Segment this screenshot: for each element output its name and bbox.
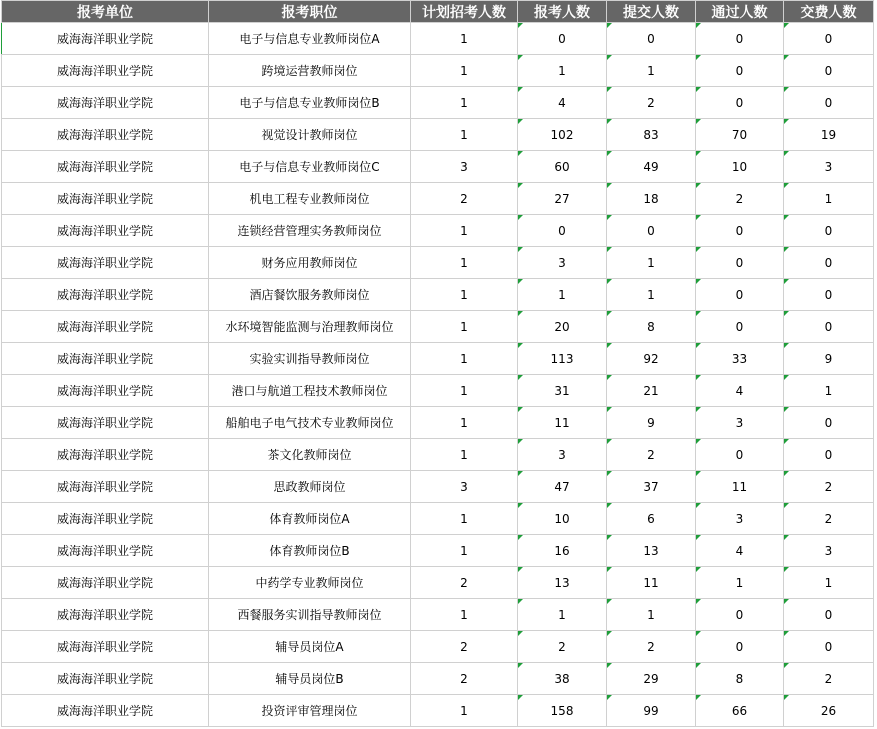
cell-submitted[interactable]: 13 <box>607 535 696 567</box>
cell-position[interactable]: 思政教师岗位 <box>209 471 411 503</box>
header-plan: 计划招考人数 <box>411 1 518 23</box>
cell-applied[interactable]: 38 <box>518 663 607 695</box>
cell-passed[interactable]: 0 <box>696 23 784 55</box>
cell-position[interactable]: 水环境智能监测与治理教师岗位 <box>209 311 411 343</box>
cell-unit[interactable]: 威海海洋职业学院 <box>2 439 209 471</box>
cell-plan[interactable]: 2 <box>411 183 518 215</box>
cell-submitted[interactable]: 1 <box>607 279 696 311</box>
cell-position[interactable]: 视觉设计教师岗位 <box>209 119 411 151</box>
cell-unit[interactable]: 威海海洋职业学院 <box>2 599 209 631</box>
cell-position[interactable]: 西餐服务实训指导教师岗位 <box>209 599 411 631</box>
cell-passed[interactable]: 4 <box>696 535 784 567</box>
cell-paid[interactable]: 0 <box>784 87 874 119</box>
cell-position[interactable]: 连锁经营管理实务教师岗位 <box>209 215 411 247</box>
cell-position[interactable]: 辅导员岗位A <box>209 631 411 663</box>
cell-paid[interactable]: 2 <box>784 471 874 503</box>
table-row <box>2 695 874 727</box>
cell-position[interactable]: 电子与信息专业教师岗位C <box>209 151 411 183</box>
cell-applied[interactable]: 27 <box>518 183 607 215</box>
cell-unit[interactable]: 威海海洋职业学院 <box>2 183 209 215</box>
cell-unit[interactable]: 威海海洋职业学院 <box>2 631 209 663</box>
cell-submitted[interactable]: 83 <box>607 119 696 151</box>
recruitment-table <box>1 0 874 727</box>
cell-paid[interactable]: 0 <box>784 407 874 439</box>
cell-submitted[interactable]: 0 <box>607 215 696 247</box>
cell-applied[interactable]: 20 <box>518 311 607 343</box>
cell-passed[interactable]: 2 <box>696 183 784 215</box>
cell-unit[interactable]: 威海海洋职业学院 <box>2 663 209 695</box>
cell-submitted[interactable]: 29 <box>607 663 696 695</box>
cell-plan[interactable]: 1 <box>411 343 518 375</box>
cell-plan[interactable]: 2 <box>411 663 518 695</box>
cell-applied[interactable]: 10 <box>518 503 607 535</box>
cell-plan[interactable]: 1 <box>411 503 518 535</box>
cell-submitted[interactable]: 49 <box>607 151 696 183</box>
cell-passed[interactable]: 33 <box>696 343 784 375</box>
cell-plan[interactable]: 1 <box>411 599 518 631</box>
cell-unit[interactable]: 威海海洋职业学院 <box>2 343 209 375</box>
cell-paid[interactable]: 19 <box>784 119 874 151</box>
cell-submitted[interactable]: 2 <box>607 87 696 119</box>
cell-position[interactable]: 港口与航道工程技术教师岗位 <box>209 375 411 407</box>
cell-paid[interactable]: 0 <box>784 215 874 247</box>
table-row <box>2 183 874 215</box>
table-row <box>2 247 874 279</box>
table-row <box>2 215 874 247</box>
cell-applied[interactable]: 47 <box>518 471 607 503</box>
cell-paid[interactable]: 3 <box>784 535 874 567</box>
cell-passed[interactable]: 1 <box>696 567 784 599</box>
cell-paid[interactable]: 0 <box>784 599 874 631</box>
cell-position[interactable]: 投资评审管理岗位 <box>209 695 411 727</box>
cell-submitted[interactable]: 8 <box>607 311 696 343</box>
cell-plan[interactable]: 1 <box>411 247 518 279</box>
cell-paid[interactable]: 0 <box>784 631 874 663</box>
cell-passed[interactable]: 11 <box>696 471 784 503</box>
cell-applied[interactable]: 11 <box>518 407 607 439</box>
cell-submitted[interactable]: 1 <box>607 599 696 631</box>
cell-plan[interactable]: 1 <box>411 279 518 311</box>
cell-plan[interactable]: 2 <box>411 567 518 599</box>
table-row <box>2 87 874 119</box>
cell-submitted[interactable]: 1 <box>607 55 696 87</box>
cell-passed[interactable]: 10 <box>696 151 784 183</box>
table-row <box>2 663 874 695</box>
cell-position[interactable]: 船舶电子电气技术专业教师岗位 <box>209 407 411 439</box>
cell-unit[interactable]: 威海海洋职业学院 <box>2 375 209 407</box>
table-row <box>2 439 874 471</box>
cell-paid[interactable]: 1 <box>784 567 874 599</box>
cell-passed[interactable]: 0 <box>696 311 784 343</box>
header-position: 报考职位 <box>209 1 411 23</box>
cell-plan[interactable]: 1 <box>411 695 518 727</box>
cell-plan[interactable]: 3 <box>411 471 518 503</box>
cell-paid[interactable]: 1 <box>784 183 874 215</box>
cell-unit[interactable]: 威海海洋职业学院 <box>2 471 209 503</box>
cell-plan[interactable]: 1 <box>411 375 518 407</box>
cell-plan[interactable]: 1 <box>411 215 518 247</box>
cell-plan[interactable]: 1 <box>411 407 518 439</box>
header-row <box>2 1 874 23</box>
table-row <box>2 279 874 311</box>
cell-applied[interactable]: 2 <box>518 631 607 663</box>
cell-passed[interactable]: 0 <box>696 599 784 631</box>
cell-unit[interactable]: 威海海洋职业学院 <box>2 695 209 727</box>
cell-unit[interactable]: 威海海洋职业学院 <box>2 407 209 439</box>
cell-submitted[interactable]: 99 <box>607 695 696 727</box>
header-applied: 报考人数 <box>518 1 607 23</box>
cell-unit[interactable]: 威海海洋职业学院 <box>2 535 209 567</box>
cell-paid[interactable]: 26 <box>784 695 874 727</box>
cell-paid[interactable]: 9 <box>784 343 874 375</box>
header-submitted: 提交人数 <box>607 1 696 23</box>
cell-applied[interactable]: 1 <box>518 599 607 631</box>
cell-passed[interactable]: 4 <box>696 375 784 407</box>
cell-submitted[interactable]: 18 <box>607 183 696 215</box>
cell-plan[interactable]: 1 <box>411 23 518 55</box>
cell-plan[interactable]: 1 <box>411 535 518 567</box>
cell-paid[interactable]: 0 <box>784 247 874 279</box>
table-row <box>2 375 874 407</box>
cell-paid[interactable]: 2 <box>784 503 874 535</box>
cell-submitted[interactable]: 6 <box>607 503 696 535</box>
cell-applied[interactable]: 3 <box>518 247 607 279</box>
table-row <box>2 599 874 631</box>
cell-position[interactable]: 体育教师岗位A <box>209 503 411 535</box>
table-row <box>2 311 874 343</box>
table-row <box>2 23 874 55</box>
table-row <box>2 535 874 567</box>
cell-unit[interactable]: 威海海洋职业学院 <box>2 215 209 247</box>
cell-paid[interactable]: 0 <box>784 279 874 311</box>
cell-passed[interactable]: 0 <box>696 631 784 663</box>
cell-unit[interactable]: 威海海洋职业学院 <box>2 119 209 151</box>
cell-unit[interactable]: 威海海洋职业学院 <box>2 567 209 599</box>
cell-passed[interactable]: 0 <box>696 215 784 247</box>
table-row <box>2 151 874 183</box>
cell-applied[interactable]: 1 <box>518 279 607 311</box>
cell-position[interactable]: 机电工程专业教师岗位 <box>209 183 411 215</box>
cell-passed[interactable]: 0 <box>696 279 784 311</box>
cell-plan[interactable]: 3 <box>411 151 518 183</box>
table-row <box>2 55 874 87</box>
cell-submitted[interactable]: 37 <box>607 471 696 503</box>
cell-position[interactable]: 中药学专业教师岗位 <box>209 567 411 599</box>
cell-position[interactable]: 实验实训指导教师岗位 <box>209 343 411 375</box>
cell-plan[interactable]: 1 <box>411 311 518 343</box>
table-row <box>2 119 874 151</box>
header-passed: 通过人数 <box>696 1 784 23</box>
cell-submitted[interactable]: 2 <box>607 439 696 471</box>
cell-applied[interactable]: 1 <box>518 55 607 87</box>
cell-position[interactable]: 跨境运营教师岗位 <box>209 55 411 87</box>
table-row <box>2 567 874 599</box>
cell-applied[interactable]: 102 <box>518 119 607 151</box>
cell-passed[interactable]: 3 <box>696 503 784 535</box>
cell-unit[interactable]: 威海海洋职业学院 <box>2 23 209 55</box>
cell-position[interactable]: 辅导员岗位B <box>209 663 411 695</box>
table-body <box>2 23 874 727</box>
cell-position[interactable]: 电子与信息专业教师岗位A <box>209 23 411 55</box>
cell-unit[interactable]: 威海海洋职业学院 <box>2 503 209 535</box>
header-unit: 报考单位 <box>2 1 209 23</box>
cell-applied[interactable]: 113 <box>518 343 607 375</box>
cell-position[interactable]: 体育教师岗位B <box>209 535 411 567</box>
cell-submitted[interactable]: 1 <box>607 247 696 279</box>
cell-passed[interactable]: 0 <box>696 247 784 279</box>
header-paid: 交费人数 <box>784 1 874 23</box>
cell-position[interactable]: 茶文化教师岗位 <box>209 439 411 471</box>
cell-position[interactable]: 酒店餐饮服务教师岗位 <box>209 279 411 311</box>
cell-unit[interactable]: 威海海洋职业学院 <box>2 87 209 119</box>
cell-submitted[interactable]: 21 <box>607 375 696 407</box>
table-row <box>2 503 874 535</box>
cell-plan[interactable]: 2 <box>411 631 518 663</box>
cell-paid[interactable]: 2 <box>784 663 874 695</box>
cell-applied[interactable]: 60 <box>518 151 607 183</box>
cell-plan[interactable]: 1 <box>411 55 518 87</box>
cell-paid[interactable]: 0 <box>784 55 874 87</box>
cell-position[interactable]: 电子与信息专业教师岗位B <box>209 87 411 119</box>
cell-applied[interactable]: 13 <box>518 567 607 599</box>
cell-passed[interactable]: 3 <box>696 407 784 439</box>
cell-paid[interactable]: 3 <box>784 151 874 183</box>
cell-applied[interactable]: 16 <box>518 535 607 567</box>
cell-applied[interactable]: 158 <box>518 695 607 727</box>
cell-submitted[interactable]: 11 <box>607 567 696 599</box>
cell-submitted[interactable]: 0 <box>607 23 696 55</box>
cell-applied[interactable]: 3 <box>518 439 607 471</box>
table-row <box>2 471 874 503</box>
cell-plan[interactable]: 1 <box>411 439 518 471</box>
cell-passed[interactable]: 66 <box>696 695 784 727</box>
cell-unit[interactable]: 威海海洋职业学院 <box>2 247 209 279</box>
cell-passed[interactable]: 70 <box>696 119 784 151</box>
cell-submitted[interactable]: 92 <box>607 343 696 375</box>
cell-position[interactable]: 财务应用教师岗位 <box>209 247 411 279</box>
cell-paid[interactable]: 0 <box>784 23 874 55</box>
cell-applied[interactable]: 0 <box>518 23 607 55</box>
cell-plan[interactable]: 1 <box>411 119 518 151</box>
cell-passed[interactable]: 0 <box>696 87 784 119</box>
table-row <box>2 343 874 375</box>
cell-unit[interactable]: 威海海洋职业学院 <box>2 151 209 183</box>
cell-plan[interactable]: 1 <box>411 87 518 119</box>
cell-passed[interactable]: 0 <box>696 55 784 87</box>
cell-unit[interactable]: 威海海洋职业学院 <box>2 55 209 87</box>
cell-paid[interactable]: 0 <box>784 439 874 471</box>
cell-applied[interactable]: 4 <box>518 87 607 119</box>
cell-paid[interactable]: 1 <box>784 375 874 407</box>
cell-passed[interactable]: 8 <box>696 663 784 695</box>
cell-submitted[interactable]: 9 <box>607 407 696 439</box>
cell-paid[interactable]: 0 <box>784 311 874 343</box>
cell-unit[interactable]: 威海海洋职业学院 <box>2 311 209 343</box>
table-row <box>2 631 874 663</box>
cell-unit[interactable]: 威海海洋职业学院 <box>2 279 209 311</box>
cell-passed[interactable]: 0 <box>696 439 784 471</box>
cell-submitted[interactable]: 2 <box>607 631 696 663</box>
cell-applied[interactable]: 0 <box>518 215 607 247</box>
cell-applied[interactable]: 31 <box>518 375 607 407</box>
table-row <box>2 407 874 439</box>
